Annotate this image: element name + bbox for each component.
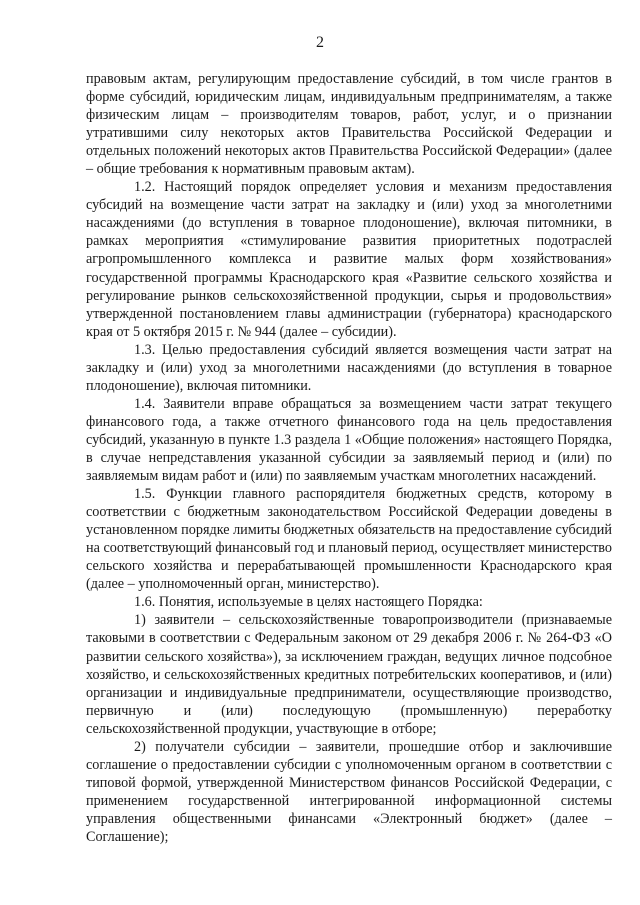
- paragraph-item-1-6-2: 2) получатели субсидии – заявители, прошедшие отбор и заключившие соглашение о предоставлении субсидии с уполномоченным органом в соответствии с типовой формой, утвержденной Министерством финансов Российской Федерации, с применением государственной интегрированной информационной системы управления общественными финансами «Электронный бюджет» (далее – Соглашение);: [86, 738, 612, 845]
- paragraph-continuation: правовым актам, регулирующим предоставление субсидий, в том числе грантов в форме субсидий, юридическим лицам, индивидуальным предпринимателям, а также физическим лицам – производителям товаров, работ, услуг, и о признании утратившими силу некоторых актов Правительства Российской Федерации и отдельных положений некоторых актов Правительства Российской Федерации» (далее – общие требования к нормативным правовым актам).: [86, 71, 612, 178]
- paragraph-item-1-6-1: 1) заявители – сельскохозяйственные товаропроизводители (признаваемые таковыми в соответствии с Федеральным законом от 29 декабря 2006 г. № 264-ФЗ «О развитии сельского хозяйства»), за исключением граждан, ведущих личное подсобное хозяйство, и сельскохозяйственных кредитных потребительских кооперативов, и (или) организации и индивидуальные предприниматели, осуществляющие производство, первичную и (или) последующую (промышленную) переработку сельскохозяйственной продукции, участвующие в отборе;: [86, 612, 612, 737]
- paragraph-item-1-6: 1.6. Понятия, используемые в целях настоящего Порядка:: [134, 594, 483, 611]
- paragraph-item-1-5: 1.5. Функции главного распорядителя бюджетных средств, которому в соответствии с бюджетным законодательством Российской Федерации доведены в установленном порядке лимиты бюджетных обязательств на предоставление субсидий на соответствующий финансовый год и плановый период, осуществляет министерство сельского хозяйства и перерабатывающей промышленности Краснодарского края (далее – уполномоченный орган, министерство).: [86, 486, 612, 593]
- paragraph-item-1-3: 1.3. Целью предоставления субсидий является возмещения части затрат на закладку и (или) уход за многолетними насаждениями (до вступления в товарное плодоношение), включая питомники.: [86, 341, 612, 394]
- paragraph-item-1-2: 1.2. Настоящий порядок определяет условия и механизм предоставления субсидий на возмещение части затрат на закладку и (или) уход за многолетними насаждениями (до вступления в товарное плодоношение), включая питомники, в рамках мероприятия «стимулирование развития приоритетных подотраслей агропромышленного комплекса и развитие малых форм хозяйствования» государственной программы Краснодарского края «Развитие сельского хозяйства и регулирование рынков сельскохозяйственной продукции, сырья и продовольствия» утвержденной постановлением главы администрации (губернатора) краснодарского края от 5 октября 2015 г. № 944 (далее – субсидии).: [86, 179, 612, 340]
- page-number: 2: [316, 34, 324, 51]
- paragraph-item-1-4: 1.4. Заявители вправе обращаться за возмещением части затрат текущего финансового года, а также отчетного финансового года на цель предоставления субсидий, указанную в пункте 1.3 раздела 1 «Общие положения» настоящего Порядка, в случае непредставления указанной субсидии за заявляемый период и (или) по заявляемым видам работ и (или) по заявляемым участкам многолетних насаждений.: [86, 395, 612, 485]
- document-body: [86, 70, 612, 846]
